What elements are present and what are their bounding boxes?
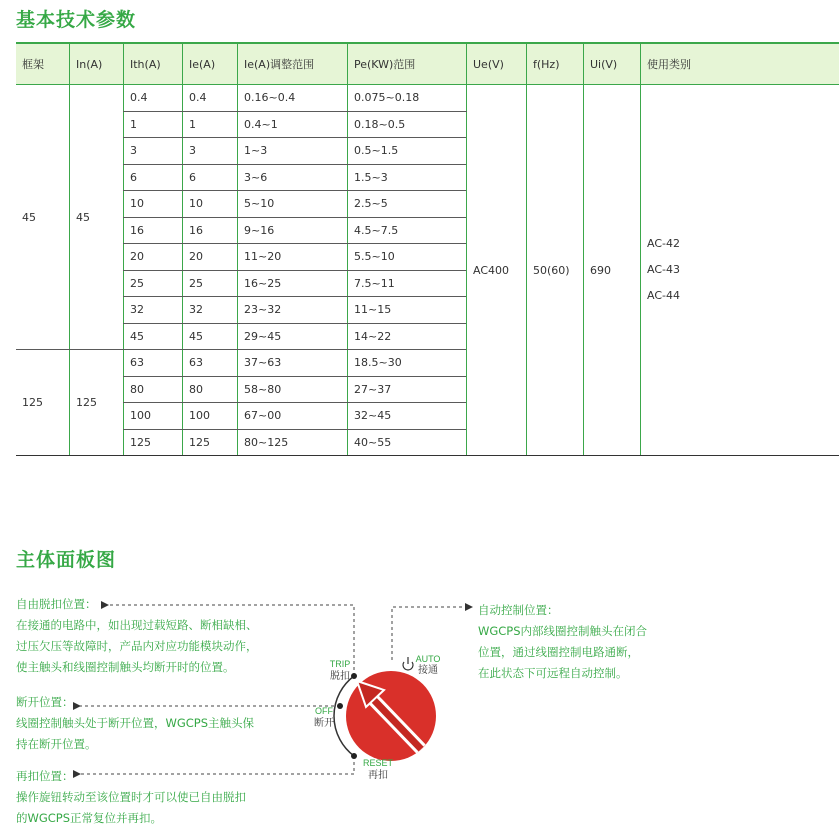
section-title-panel: 主体面板图 bbox=[16, 549, 117, 571]
note-auto-line: WGCPS内部线圈控制触头在闭合 bbox=[478, 624, 648, 638]
pe-range-cell: 11~15 bbox=[348, 297, 467, 324]
pe-range-cell: 14~22 bbox=[348, 323, 467, 350]
ith-cell: 125 bbox=[124, 429, 183, 456]
ue-cell: AC400 bbox=[467, 85, 527, 456]
ie-cell: 63 bbox=[183, 350, 238, 377]
section-title-params: 基本技术参数 bbox=[16, 9, 137, 31]
ie-cell: 0.4 bbox=[183, 85, 238, 112]
ie-cell: 10 bbox=[183, 191, 238, 218]
ie-range-cell: 0.16~0.4 bbox=[238, 85, 348, 112]
ith-cell: 63 bbox=[124, 350, 183, 377]
col-header: Ue(V) bbox=[467, 43, 527, 85]
auto-label-cn: 接通 bbox=[418, 665, 438, 676]
note-off-line: 持在断开位置。 bbox=[16, 737, 97, 751]
trip-label-en: TRIP bbox=[329, 659, 351, 669]
note-off-line: 线圈控制触头处于断开位置，WGCPS主触头保 bbox=[16, 716, 255, 730]
leader-auto bbox=[392, 607, 472, 660]
note-auto-head: 自动控制位置： bbox=[478, 603, 559, 617]
ith-cell: 80 bbox=[124, 376, 183, 403]
usage-category-item: AC-44 bbox=[647, 289, 680, 302]
reset-label-cn: 再扣 bbox=[368, 770, 388, 781]
col-header: f(Hz) bbox=[527, 43, 584, 85]
ith-cell: 0.4 bbox=[124, 85, 183, 112]
ith-cell: 1 bbox=[124, 111, 183, 138]
ith-cell: 100 bbox=[124, 403, 183, 430]
ie-cell: 3 bbox=[183, 138, 238, 165]
ie-range-cell: 16~25 bbox=[238, 270, 348, 297]
note-reset-head: 再扣位置： bbox=[16, 769, 74, 783]
ith-cell: 20 bbox=[124, 244, 183, 271]
ie-range-cell: 5~10 bbox=[238, 191, 348, 218]
trip-dot bbox=[351, 673, 357, 679]
reset-dot bbox=[351, 753, 357, 759]
ie-range-cell: 23~32 bbox=[238, 297, 348, 324]
ith-cell: 32 bbox=[124, 297, 183, 324]
ie-cell: 6 bbox=[183, 164, 238, 191]
pe-range-cell: 0.5~1.5 bbox=[348, 138, 467, 165]
note-reset-line: 操作旋钮转动至该位置时才可以使已自由脱扣 bbox=[16, 790, 246, 804]
pe-range-cell: 1.5~3 bbox=[348, 164, 467, 191]
off-label-en: OFF bbox=[315, 706, 333, 716]
col-header: Ith(A) bbox=[124, 43, 183, 85]
ui-cell: 690 bbox=[584, 85, 641, 456]
ith-cell: 45 bbox=[124, 323, 183, 350]
pe-range-cell: 2.5~5 bbox=[348, 191, 467, 218]
pe-range-cell: 4.5~7.5 bbox=[348, 217, 467, 244]
usage-category-item: AC-42 bbox=[647, 237, 680, 250]
pe-range-cell: 0.075~0.18 bbox=[348, 85, 467, 112]
ie-range-cell: 37~63 bbox=[238, 350, 348, 377]
note-trip-line: 使主触头和线圈控制触头均断开时的位置。 bbox=[16, 660, 235, 674]
ie-cell: 16 bbox=[183, 217, 238, 244]
ie-range-cell: 11~20 bbox=[238, 244, 348, 271]
note-reset-line: 的WGCPS正常复位并再扣。 bbox=[16, 811, 163, 825]
ie-cell: 80 bbox=[183, 376, 238, 403]
in-cell: 45 bbox=[70, 85, 124, 350]
col-header: Pe(KW)范围 bbox=[348, 43, 467, 85]
col-header: Ie(A) bbox=[183, 43, 238, 85]
ie-cell: 1 bbox=[183, 111, 238, 138]
ie-cell: 100 bbox=[183, 403, 238, 430]
usage-category-item: AC-43 bbox=[647, 263, 680, 276]
col-header: 使用类别 bbox=[641, 43, 839, 85]
note-auto-line: 在此状态下可远程自动控制。 bbox=[478, 666, 628, 680]
ie-cell: 45 bbox=[183, 323, 238, 350]
off-label-cn: 断开 bbox=[314, 718, 334, 729]
frame-cell: 125 bbox=[16, 350, 70, 456]
freq-cell: 50(60) bbox=[527, 85, 584, 456]
ie-range-cell: 29~45 bbox=[238, 323, 348, 350]
ie-range-cell: 58~80 bbox=[238, 376, 348, 403]
pe-range-cell: 32~45 bbox=[348, 403, 467, 430]
ith-cell: 10 bbox=[124, 191, 183, 218]
ie-range-cell: 67~00 bbox=[238, 403, 348, 430]
col-header: In(A) bbox=[70, 43, 124, 85]
note-trip-line: 在接通的电路中，如出现过载短路、断相缺相、 bbox=[16, 618, 258, 632]
in-cell: 125 bbox=[70, 350, 124, 456]
col-header: Ui(V) bbox=[584, 43, 641, 85]
trip-label-cn: 脱扣 bbox=[330, 671, 350, 682]
ie-range-cell: 3~6 bbox=[238, 164, 348, 191]
pe-range-cell: 5.5~10 bbox=[348, 244, 467, 271]
pe-range-cell: 7.5~11 bbox=[348, 270, 467, 297]
note-off-head: 断开位置： bbox=[16, 695, 74, 709]
ie-cell: 32 bbox=[183, 297, 238, 324]
pe-range-cell: 40~55 bbox=[348, 429, 467, 456]
pe-range-cell: 0.18~0.5 bbox=[348, 111, 467, 138]
ie-cell: 125 bbox=[183, 429, 238, 456]
col-header: 框架 bbox=[16, 43, 70, 85]
ith-cell: 16 bbox=[124, 217, 183, 244]
power-icon bbox=[403, 657, 413, 670]
off-dot bbox=[337, 703, 343, 709]
ie-cell: 20 bbox=[183, 244, 238, 271]
ie-range-cell: 1~3 bbox=[238, 138, 348, 165]
note-trip-head: 自由脱扣位置： bbox=[16, 597, 97, 611]
note-auto-line: 位置，通过线圈控制电路通断， bbox=[478, 645, 639, 659]
ith-cell: 6 bbox=[124, 164, 183, 191]
ie-range-cell: 80~125 bbox=[238, 429, 348, 456]
pe-range-cell: 18.5~30 bbox=[348, 350, 467, 377]
leader-trip bbox=[108, 605, 354, 676]
ie-range-cell: 0.4~1 bbox=[238, 111, 348, 138]
ie-range-cell: 9~16 bbox=[238, 217, 348, 244]
frame-cell: 45 bbox=[16, 85, 70, 350]
ie-cell: 25 bbox=[183, 270, 238, 297]
ith-cell: 3 bbox=[124, 138, 183, 165]
auto-label-en: AUTO bbox=[415, 654, 441, 664]
leader-reset bbox=[80, 756, 354, 774]
col-header: Ie(A)调整范围 bbox=[238, 43, 348, 85]
note-trip-line: 过压欠压等故障时，产品内对应功能模块动作， bbox=[16, 639, 258, 653]
ith-cell: 25 bbox=[124, 270, 183, 297]
reset-label-en: RESET bbox=[362, 758, 394, 768]
pe-range-cell: 27~37 bbox=[348, 376, 467, 403]
